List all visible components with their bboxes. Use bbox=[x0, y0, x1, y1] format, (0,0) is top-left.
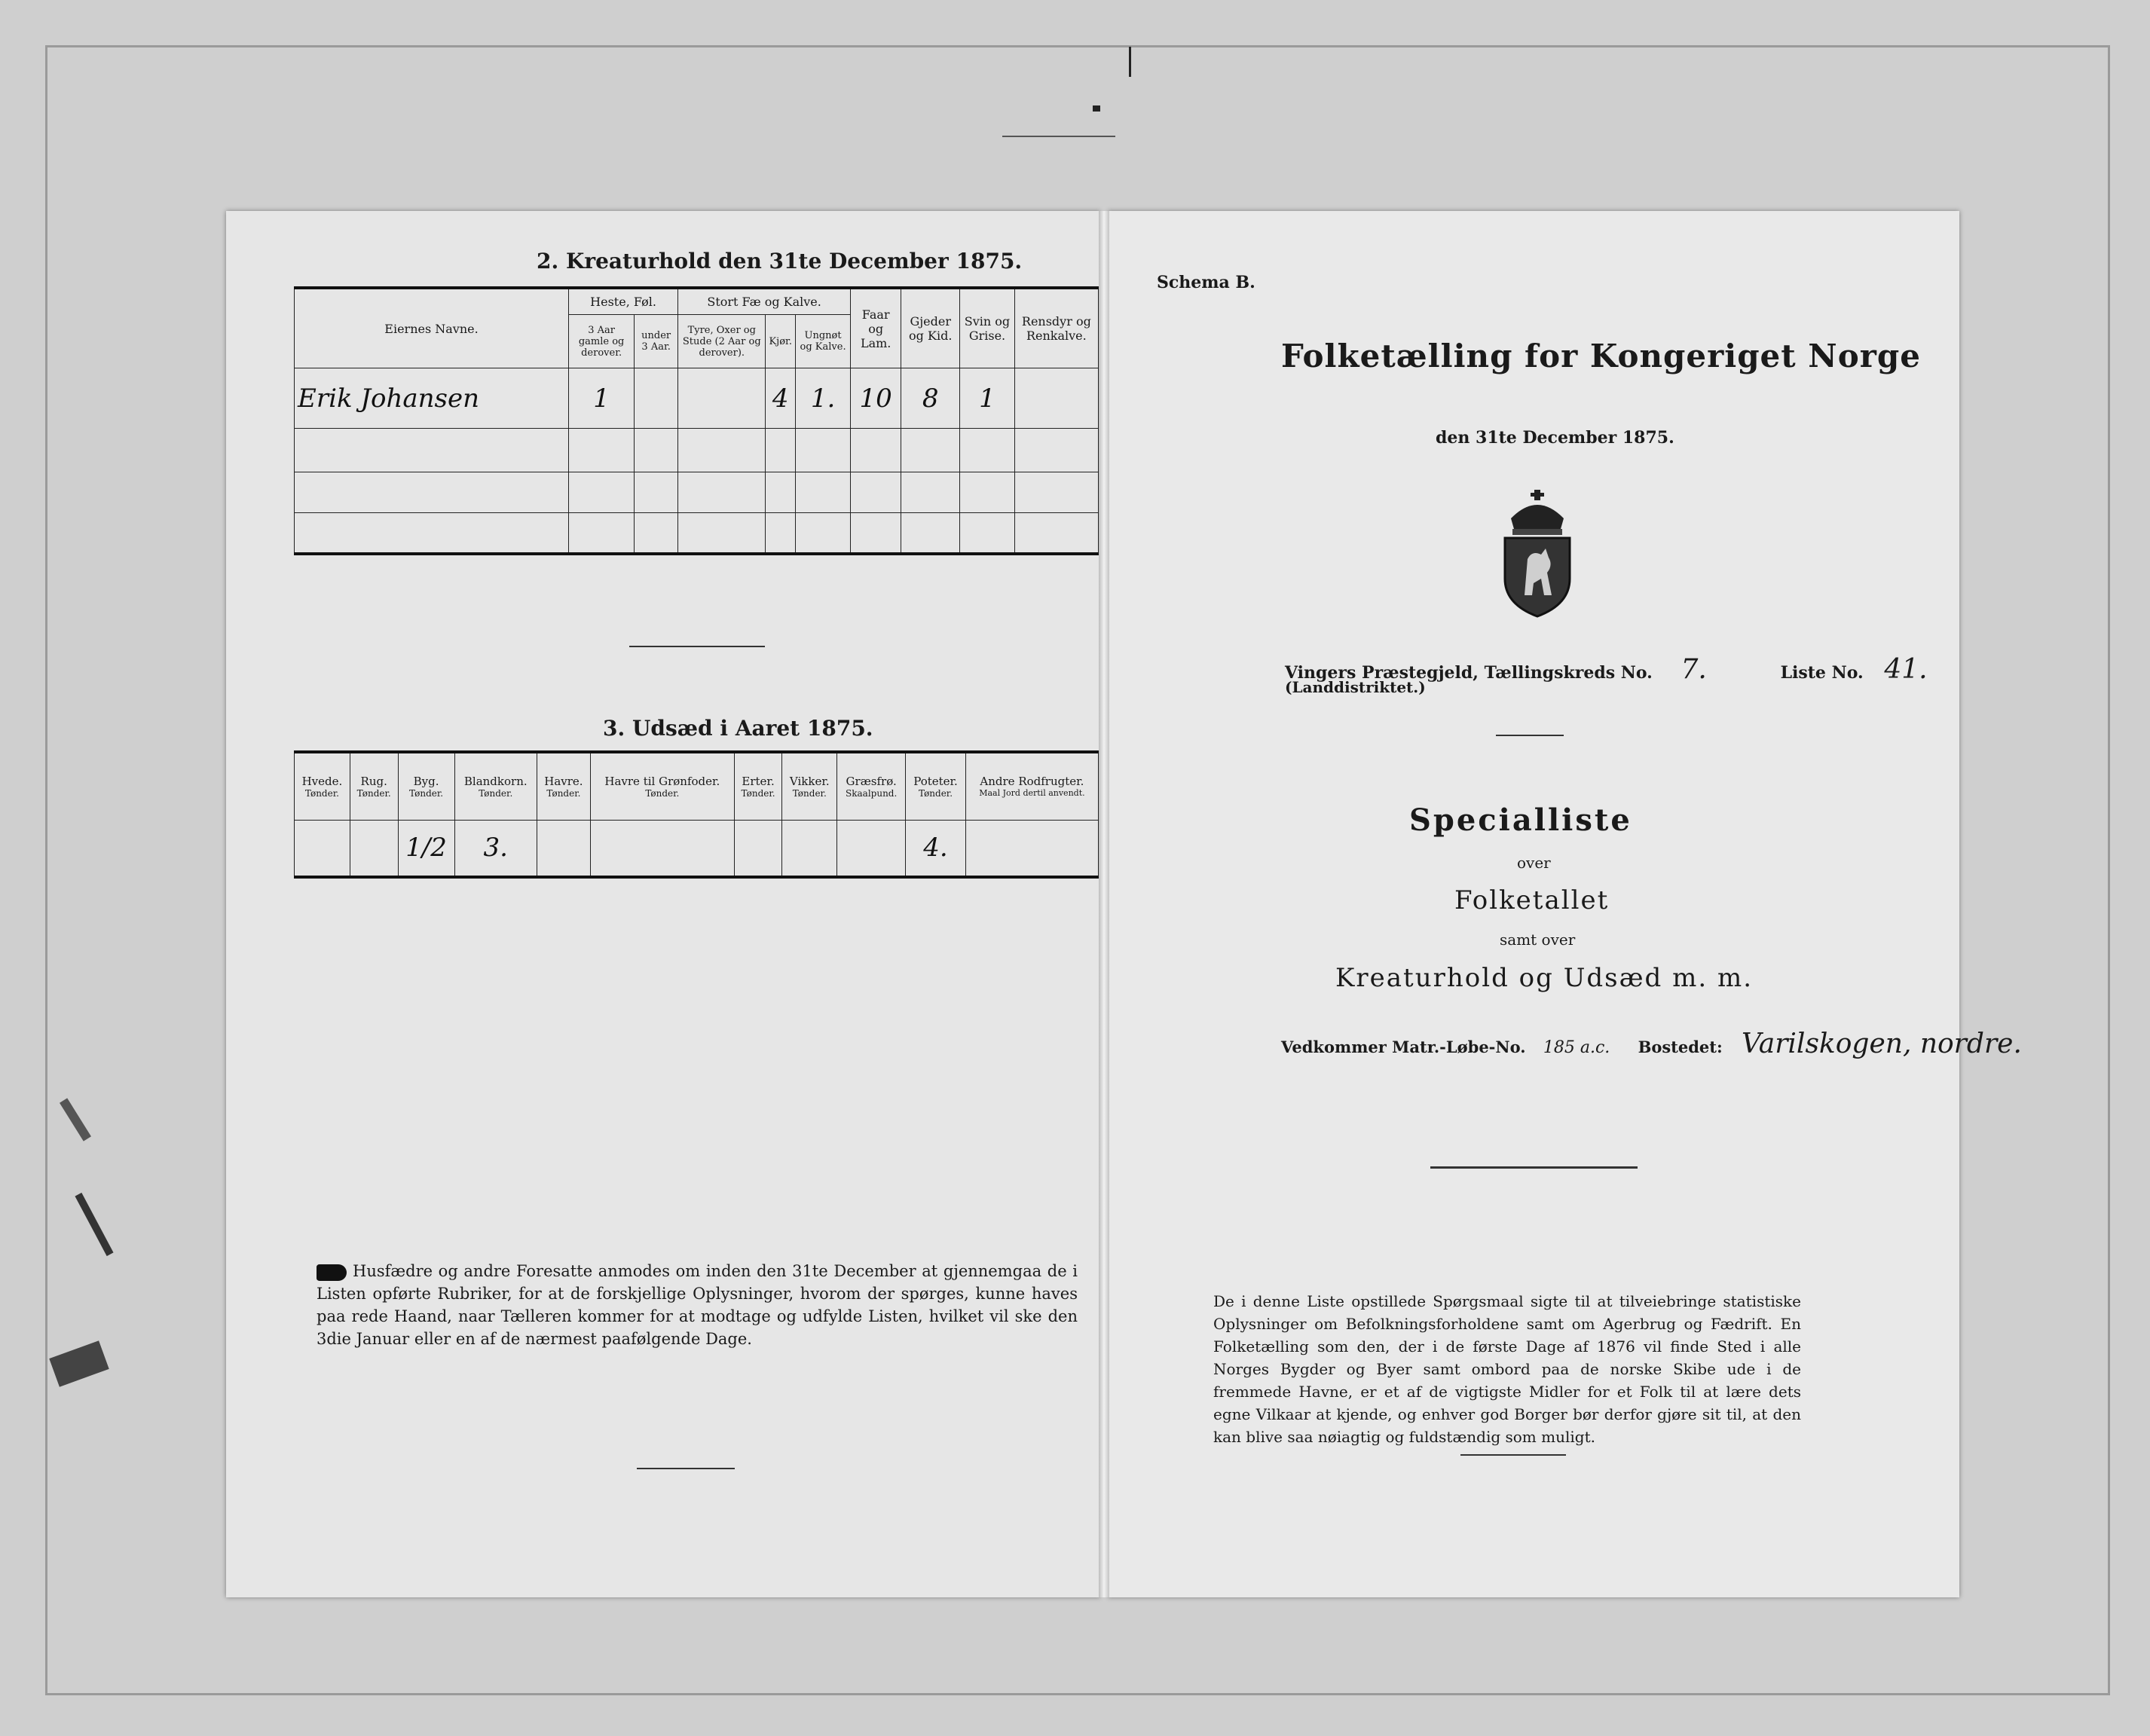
table-row bbox=[295, 472, 1099, 513]
heste-3aar-cell: 1 bbox=[569, 368, 635, 429]
bostedet-value: Varilskogen, nordre. bbox=[1742, 1028, 2022, 1059]
matrikkel-line bbox=[1281, 1028, 2022, 1059]
kjor-header: Kjør. bbox=[766, 315, 796, 368]
table-row bbox=[295, 429, 1099, 472]
scan-corner-mark bbox=[1129, 47, 1131, 77]
schema-label: Schema B. bbox=[1157, 273, 1255, 292]
havre-gronfoder-header bbox=[590, 752, 734, 820]
heste-under3-cell bbox=[635, 368, 678, 429]
havre-cell bbox=[537, 820, 590, 877]
unit-label: Tønder. bbox=[479, 787, 513, 799]
erter-label: Erter. bbox=[742, 774, 775, 788]
bleed-through-text bbox=[1688, 301, 1959, 1281]
folketallet-heading: Folketallet bbox=[1454, 885, 1610, 915]
samt-over-label: samt over bbox=[1500, 931, 1576, 949]
rensdyr-cell bbox=[1014, 368, 1098, 429]
unit-label: Skaalpund. bbox=[846, 787, 898, 799]
stort-fae-header: Stort Fæ og Kalve. bbox=[678, 288, 851, 315]
notice-text: Husfædre og andre Foresatte anmodes om inden den 31te December at gjennemgaa de i Listen opførte Rubriker, for at de forskjellige Oplysninger, hvorom der spørges, kunne haves paa rede Haand, naar Tælleren kommer for at modtage og udfylde Listen, hvilket vil ske den 3die Januar eller en af de nærmest paafølgende Dage. bbox=[317, 1262, 1078, 1348]
scan-dot-mark bbox=[1093, 105, 1100, 112]
hvede-header bbox=[295, 752, 350, 820]
ungnot-cell: 1. bbox=[795, 368, 850, 429]
info-paragraph: De i denne Liste opstillede Spørgsmaal sigte til at tilveiebringe statistiske Oplysninger om Befolkningsforholdene samt om Agerbrug og Fædrift. En Folketælling som den, der i de første Dage af 1876 vil finde Sted i alle Norges Bygder og Byer samt ombord paa de norske Skibe ude i de fremmede Havne, er et af de vigtigste Midler for et Folk til at lære dets egne Vilkaar at kjende, og enhver god Borger bør derfor gjøre sit til, at den kan blive saa nøiagtig og fuldstændig som muligt. bbox=[1213, 1292, 1801, 1446]
hvede-label: Hvede. bbox=[301, 774, 343, 788]
blandkorn-header bbox=[454, 752, 537, 820]
svin-cell: 1 bbox=[960, 368, 1014, 429]
blandkorn-cell: 3. bbox=[454, 820, 537, 877]
havre-gronfoder-label: Havre til Grønfoder. bbox=[604, 774, 720, 788]
divider-line bbox=[629, 646, 765, 647]
vikker-header bbox=[782, 752, 837, 820]
unit-label: Tønder. bbox=[741, 787, 775, 799]
rug-header bbox=[350, 752, 398, 820]
andre-rodfrugter-header bbox=[965, 752, 1098, 820]
byg-cell: 1/2 bbox=[398, 820, 454, 877]
vikker-label: Vikker. bbox=[789, 774, 830, 788]
divider-line bbox=[1430, 1166, 1638, 1169]
divider-line bbox=[1460, 1454, 1566, 1456]
unit-label: Tønder. bbox=[356, 787, 391, 799]
bostedet-label: Bostedet: bbox=[1638, 1038, 1723, 1056]
andre-rodfrugter-label: Andre Rodfrugter. bbox=[980, 775, 1084, 789]
poteter-label: Poteter. bbox=[913, 774, 958, 788]
unit-label: Tønder. bbox=[304, 787, 339, 799]
instruction-notice bbox=[317, 1260, 1078, 1350]
tyre-header: Tyre, Oxer og Stude (2 Aar og derover). bbox=[678, 315, 766, 368]
liste-no: 41. bbox=[1884, 654, 1928, 685]
census-title: Folketælling for Kongeriget Norge bbox=[1281, 338, 1921, 374]
havre-header bbox=[537, 752, 590, 820]
divider-line bbox=[637, 1468, 735, 1469]
unit-label: Maal Jord dertil anvendt. bbox=[979, 788, 1085, 799]
norway-coat-of-arms-icon bbox=[1496, 490, 1579, 618]
unit-label: Tønder. bbox=[919, 787, 953, 799]
poteter-header bbox=[906, 752, 966, 820]
matr-label: Vedkommer Matr.-Løbe-No. bbox=[1281, 1038, 1526, 1056]
gjeder-cell: 8 bbox=[901, 368, 960, 429]
tyre-cell bbox=[678, 368, 766, 429]
graesfro-label: Græsfrø. bbox=[846, 774, 897, 788]
kjor-cell: 4 bbox=[766, 368, 796, 429]
landdistrikt-label: (Landdistriktet.) bbox=[1285, 678, 1426, 696]
sowing-table bbox=[294, 750, 1099, 879]
andre-rodfrugter-cell bbox=[965, 820, 1098, 877]
heste-3aar-header: 3 Aar gamle og derover. bbox=[569, 315, 635, 368]
havre-label: Havre. bbox=[544, 774, 583, 788]
unit-label: Tønder. bbox=[546, 787, 581, 799]
divider-line bbox=[1496, 735, 1564, 736]
byg-label: Byg. bbox=[413, 774, 439, 788]
matr-no: 185 a.c. bbox=[1543, 1038, 1610, 1057]
page-fold bbox=[1099, 211, 1109, 1597]
specialliste-heading: Specialliste bbox=[1409, 802, 1632, 838]
kreaturhold-heading: Kreaturhold og Udsæd m. m. bbox=[1335, 963, 1754, 993]
rug-label: Rug. bbox=[360, 774, 387, 788]
byg-header bbox=[398, 752, 454, 820]
vikker-cell bbox=[782, 820, 837, 877]
poteter-cell: 4. bbox=[906, 820, 966, 877]
liste-label: Liste No. bbox=[1780, 663, 1864, 683]
graesfro-header bbox=[837, 752, 906, 820]
faar-cell: 10 bbox=[851, 368, 901, 429]
scan-corner-mark bbox=[1002, 136, 1115, 137]
havre-gronfoder-cell bbox=[590, 820, 734, 877]
svin-header: Svin og Grise. bbox=[960, 288, 1014, 368]
ungnot-header: Ungnøt og Kalve. bbox=[795, 315, 850, 368]
rug-cell bbox=[350, 820, 398, 877]
over-label: over bbox=[1517, 854, 1551, 872]
graesfro-cell bbox=[837, 820, 906, 877]
unit-label: Tønder. bbox=[792, 787, 827, 799]
owner-name-cell: Erik Johansen bbox=[295, 368, 569, 429]
unit-label: Tønder. bbox=[409, 787, 444, 799]
rensdyr-header: Rensdyr og Renkalve. bbox=[1014, 288, 1098, 368]
hvede-cell bbox=[295, 820, 350, 877]
blandkorn-label: Blandkorn. bbox=[463, 774, 528, 788]
kreds-no: 7. bbox=[1681, 654, 1707, 685]
section2-title: 2. Kreaturhold den 31te December 1875. bbox=[537, 249, 1023, 274]
heste-header: Heste, Føl. bbox=[569, 288, 678, 315]
section3-title: 3. Udsæd i Aaret 1875. bbox=[603, 716, 873, 741]
census-date: den 31te December 1875. bbox=[1436, 428, 1674, 448]
unit-label: Tønder. bbox=[645, 787, 680, 799]
prestegjeld-label: Vingers Præstegjeld, Tællingskreds No. bbox=[1285, 663, 1653, 683]
faar-header: Faar og Lam. bbox=[851, 288, 901, 368]
table-row bbox=[295, 513, 1099, 554]
heste-under3-header: under 3 Aar. bbox=[635, 315, 678, 368]
pointing-hand-icon bbox=[317, 1264, 347, 1281]
owner-header: Eiernes Navne. bbox=[295, 288, 569, 368]
gjeder-header: Gjeder og Kid. bbox=[901, 288, 960, 368]
livestock-table bbox=[294, 286, 1099, 555]
erter-header bbox=[734, 752, 782, 820]
erter-cell bbox=[734, 820, 782, 877]
